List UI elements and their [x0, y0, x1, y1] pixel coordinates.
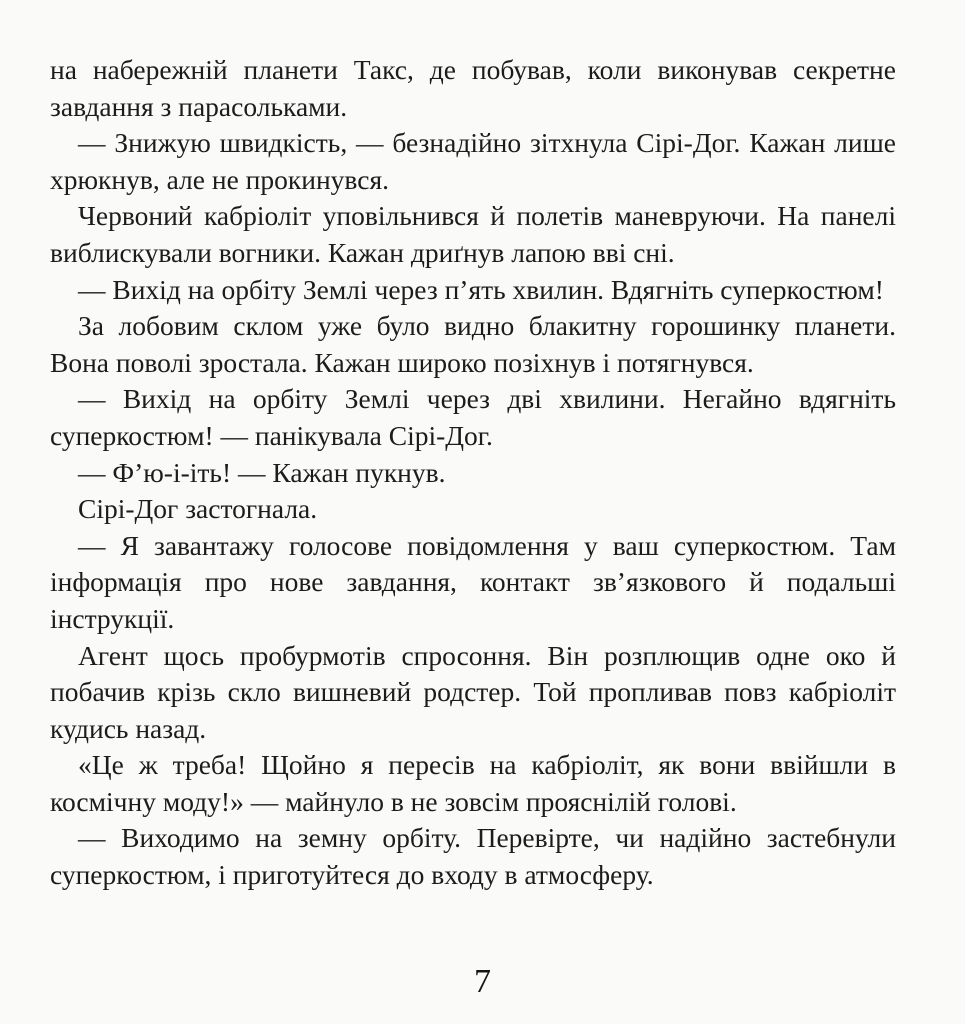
paragraph: — Я завантажу голосове повідомлення у ваш суперкостюм. Там інформація про нове завдання, контакт зв’язкового й подальші інструкції.: [50, 529, 896, 634]
paragraph: — Ф’ю-і-іть! — Кажан пукнув.: [78, 456, 446, 488]
paragraph: — Вихід на орбіту Землі через п’ять хвилин. Вдягніть суперкостюм!: [78, 273, 884, 305]
paragraph-continuation: на набережній планети Такс, де побував, коли виконував секретне завдання з парасольками.: [50, 54, 896, 122]
paragraph: За лобовим склом уже було видно блакитну горошинку планети. Вона поволі зростала. Кажан широко позіхнув і потягнувся.: [50, 310, 896, 378]
paragraph: Червоний кабріоліт уповільнився й полетів маневруючи. На панелі виблискували вогники. Кажан дриґнув лапою вві сні.: [50, 200, 896, 268]
paragraph: — Знижую швидкість, — безнадійно зітхнула Сірі-Дог. Кажан лише хрюкнув, але не прокинувся.: [50, 127, 896, 195]
paragraph: Сірі-Дог застогнала.: [78, 493, 318, 525]
paragraph: — Виходимо на земну орбіту. Перевірте, чи надійно застебнули суперкостюм, і приготуйтеся до входу в атмосферу.: [50, 822, 896, 891]
paragraph: Агент щось пробурмотів спросоння. Він розплющив одне око й побачив крізь скло вишневий родстер. Той пропливав повз кабріоліт кудись назад.: [50, 639, 896, 744]
page-number: 7: [474, 963, 491, 1000]
paragraph: «Це ж треба! Щойно я пересів на кабріоліт, як вони ввійшли в космічну моду!» — майнуло в не зовсім прояснілій голові.: [50, 749, 896, 817]
paragraph: — Вихід на орбіту Землі через дві хвилини. Негайно вдягніть суперкостюм! — панікувала Сірі-Дог.: [50, 383, 896, 451]
body-text: [50, 52, 896, 894]
